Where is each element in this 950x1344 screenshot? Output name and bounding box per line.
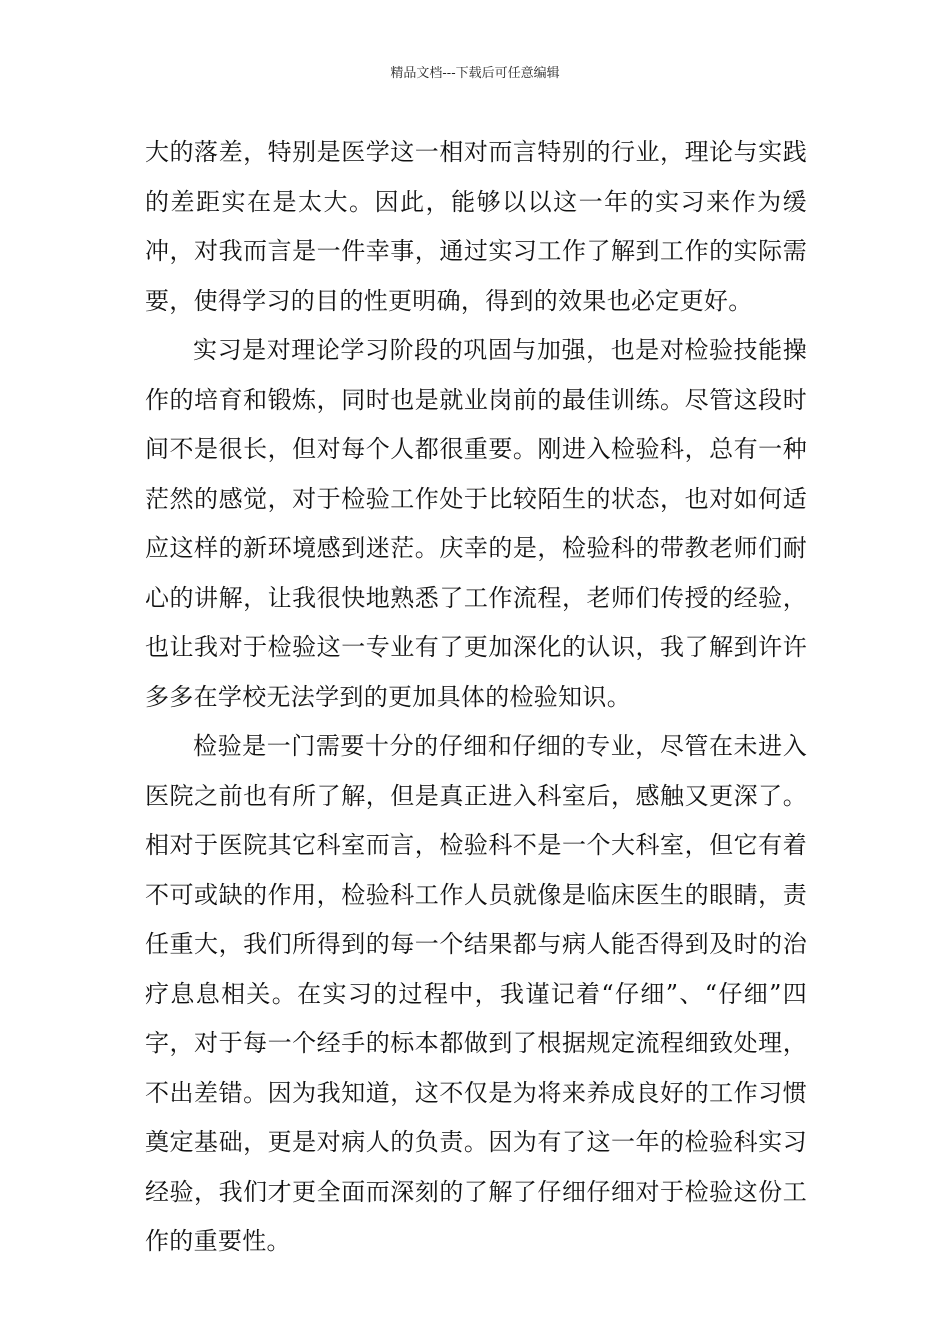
paragraph-lab-work: 检验是一门需要十分的仔细和仔细的专业，尽管在未进入医院之前也有所了解，但是真正进入科室后，感触又更深了。相对于医院其它科室而言，检验科不是一个大科室，但它有着不可或缺的作用，检验科工作人员就像是临床医生的眼睛，责任重大，我们所得到的每一个结果都与病人能否得到及时的治疗息息相关。在实习的过程中，我谨记着“仔细”、“仔细”四字，对于每一个经手的标本都做到了根据规定流程细致处理，不出差错。因为我知道，这不仅是为将来养成良好的工作习惯奠定基础，更是对病人的负责。因为有了这一年的检验科实习经验，我们才更全面而深刻的了解了仔细仔细对于检验这份工作的重要性。 [145,732,807,1255]
paragraph-internship-intro: 实习是对理论学习阶段的巩固与加强，也是对检验技能操作的培育和锻炼，同时也是就业岗前的最佳训练。尽管这段时间不是很长，但对每个人都很重要。刚进入检验科，总有一种茫然的感觉，对于检验工作处于比较陌生的状态，也对如何适应这样的新环境感到迷茫。庆幸的是，检验科的带教老师们耐心的讲解，让我很快地熟悉了工作流程，老师们传授的经验，也让我对于检验这一专业有了更加深化的认识，我了解到许许多多在学校无法学到的更加具体的检验知识。 [145,336,807,711]
page-header: 精品文档---下载后可任意编辑 [390,66,560,81]
document-body [145,128,807,1267]
paragraph-continued: 大的落差，特别是医学这一相对而言特别的行业，理论与实践的差距实在是太大。因此，能够以以这一年的实习来作为缓冲，对我而言是一件幸事，通过实习工作了解到工作的实际需要，使得学习的目的性更明确，得到的效果也必定更好。 [145,138,807,315]
